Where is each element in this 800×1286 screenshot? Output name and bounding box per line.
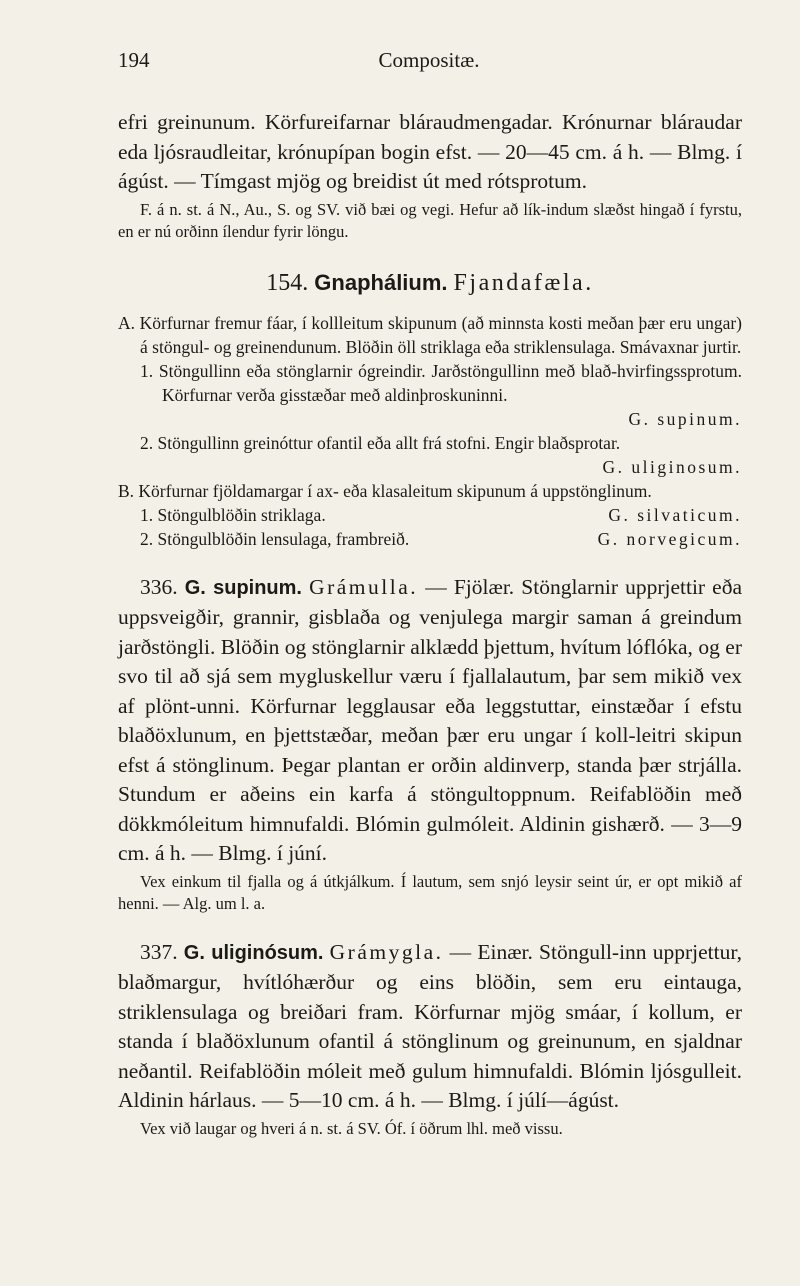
species-337-latin: G. uliginósum.: [183, 941, 324, 964]
key-a1-result: G. supinum.: [628, 408, 742, 429]
key-b1-result: G. silvaticum.: [608, 504, 742, 525]
identification-key: [118, 311, 742, 551]
key-b1: 1. Stöngulblöðin striklaga.: [140, 504, 326, 525]
page-body: [118, 108, 742, 1140]
genus-heading: [118, 270, 742, 297]
key-a1: 1. Stöngullinn eða stönglarnir ógreindir. Jarðstöngullinn með blað-hvirfingssprotum. Körfurnar verða gisstæðar með aldinþroskuninni.: [140, 360, 742, 405]
species-336-note: Vex einkum til fjalla og á útkjálkum. Í lautum, sem snjó leysir seint úr, er opt mikið af henni. — Alg. um l. a.: [118, 871, 742, 913]
genus-vernacular-name: Fjandafæla.: [453, 269, 594, 296]
key-b-intro: B. Körfurnar fjöldamargar í ax- eða klasaleitum skipunum á uppstönglinum.: [118, 480, 652, 501]
genus-number: 154.: [266, 269, 309, 296]
species-337-number: 337.: [140, 939, 178, 964]
species-336-vernacular: Grámulla.: [309, 574, 419, 599]
key-a2-result: G. uliginosum.: [602, 456, 742, 477]
key-a-intro: A. Körfurnar fremur fáar, í kollleitum skipunum (að minnsta kosti meðan þær eru ungar) á stöngul- og greinendunum. Blöðin öll striklaga eða striklensulaga. Smávaxnar jurtir.: [118, 312, 742, 357]
page-header: [118, 48, 740, 78]
species-337-vernacular: Grámygla.: [329, 939, 444, 964]
species-337-paragraph: [118, 938, 742, 1116]
key-b1-line: [118, 503, 742, 527]
running-head: Compositæ.: [378, 48, 480, 72]
page-number: 194: [118, 48, 150, 72]
species-336-text: — Fjölær. Stönglarnir upprjettir eða uppsveigðir, grannir, gisblaða og venjulega margir saman á greindum jarðstöngli. Blöðin og stönglarnir alklædd þjettum, hvítum lóflóka, og er svo til að sjá sem mygluskellur væru í fjallalautum, þar sem mikið vex af plönt-unni. Körfurnar legglausar eða leggstuttar, einstæðar í efstu blaðöxlunum, en þjettstæðar, meðan þær eru ungar í koll-leitri skipun efst á stönglinum. Þegar plantan er orðin aldinverp, standa þær strjálla. Stundum er aðeins ein karfa á stöngultoppnum. Reifablöðin með dökkmóleitum himnufaldi. Blómin gulmóleit. Aldinin gishærð. — 3—9 cm. á h. — Blmg. í júní.: [118, 574, 743, 865]
species-337-note: Vex við laugar og hveri á n. st. á SV. Óf. í öðrum lhl. með vissu.: [140, 1118, 563, 1138]
species-336-paragraph: [118, 573, 742, 869]
key-b2-result: G. norvegicum.: [597, 528, 742, 549]
species-337-text: — Einær. Stöngull-inn upprjettur, blaðmargur, hvítlóhærður og eins blöðin, sem eru eintauga, striklensulaga og breiðari fram. Körfurnar mjög smáar, í kollum, er standa í blaðöxlunum ofantil á stönglinum og greinunum, en sjaldnar neðantil. Reifablöðin móleit með gulum himnufaldi. Blómin ljósgulleit. Aldinin hárlaus. — 5—10 cm. á h. — Blmg. í júlí—ágúst.: [118, 939, 743, 1112]
key-b2: 2. Stöngulblöðin lensulaga, frambreið.: [140, 528, 410, 549]
genus-latin-name: Gnaphálium.: [314, 269, 448, 295]
intro-paragraph: efri greinunum. Körfureifarnar bláraudmengadar. Krónurnar bláraudar eda ljósraudleitar, krónupípan bogin efst. — 20—45 cm. á h. — Blmg. í ágúst. — Tímgast mjög og breidist út med rótsprotum.: [118, 110, 742, 193]
species-336-latin: G. supinum.: [184, 576, 302, 599]
intro-note: F. á n. st. á N., Au., S. og SV. við bæi og vegi. Hefur að lík-indum slæðst hingað í fyrstu, en er nú orðinn ílendur fyrir löngu.: [118, 199, 742, 241]
species-336-number: 336.: [140, 574, 178, 599]
key-b2-line: [118, 527, 742, 551]
key-a2: 2. Stöngullinn greinóttur ofantil eða allt frá stofni. Engir blaðsprotar.: [140, 432, 621, 453]
